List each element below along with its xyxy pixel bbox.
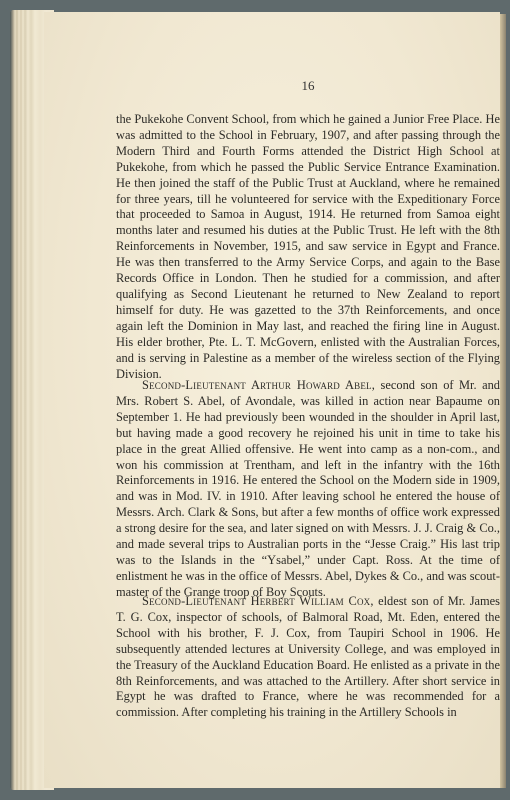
paragraph-cox bbox=[116, 594, 500, 721]
paragraph-lead: Second-Lieutenant Herbert William Cox, bbox=[142, 594, 374, 608]
page-number: 16 bbox=[301, 78, 315, 93]
paragraph-abel bbox=[116, 378, 500, 601]
paragraph-text: second son of Mr. and Mrs. Robert S. Abel, of Avondale, was killed in action near Bapaume on September 1. He had previously been wounded in the shoulder in April last, but having made a good recovery he rejoined his unit in time to take his place in the great Allied offensive. He went into camp as a non-com., and won his commission at Trentham, and left in the infantry with the 16th Reinforcements in 1916. He entered the School on the Modern side in 1909, and was in Mod. IV. in 1910. After leaving school he entered the house of Messrs. Arch. Clark & Sons, but after a few months of office work expressed a strong desire for the sea, and later signed on with Messrs. J. J. Craig & Co., and made several trips to Australian ports in the “Jesse Craig.” His last trip was to the Islands in the “Ysabel,” under Capt. Ross. At the time of enlistment he was in the office of Messrs. Abel, Dykes & Co., and was scout-master of the Grange troop of Boy Scouts. bbox=[116, 378, 500, 599]
paragraph-text: the Pukekohe Convent School, from which he gained a Junior Free Place. He was admitted to the School in February, 1907, and after passing through the Modern Third and Fourth Forms attended the District High School at Pukekohe, from which he passed the Public Service Entrance Examination. He then joined the staff of the Public Trust at Auckland, where he remained for three years, till he volunteered for service with the Expeditionary Force that proceeded to Samoa in August, 1914. He returned from Samoa eight months later and resumed his duties at the Public Trust. He left with the 8th Reinforcements in November, 1915, and saw service in Egypt and France. He was then transferred to the Army Service Corps, and again to the Base Records Office in London. Then he studied for a commission, and after qualifying as Second Lieutenant he returned to New Zealand to report himself for duty. He was gazetted to the 37th Reinforcements, and once again left the Dominion in May last, and reached the firing line in August. His elder brother, Pte. L. T. McGovern, enlisted with the Australian Forces, and is serving in Palestine as a member of the wireless section of the Flying Division. bbox=[116, 112, 500, 381]
paragraph-text: eldest son of Mr. James T. G. Cox, inspector of schools, of Balmoral Road, Mt. Eden, entered the School with his brother, F. J. Cox, from Taupiri School in 1906. He subsequently attended lectures at University College, and was employed in the Treasury of the Auckland Education Board. He enlisted as a private in the 8th Reinforcements, and was attached to the Artillery. After short service in Egypt he was drafted to France, where he was recommended for a commission. After completing his training in the Artillery Schools in bbox=[116, 594, 500, 720]
paragraph-mcgovern bbox=[116, 112, 500, 382]
book-page bbox=[44, 12, 500, 788]
text-column bbox=[116, 12, 500, 788]
paragraph-lead: Second-Lieutenant Arthur Howard Abel, bbox=[142, 378, 376, 392]
